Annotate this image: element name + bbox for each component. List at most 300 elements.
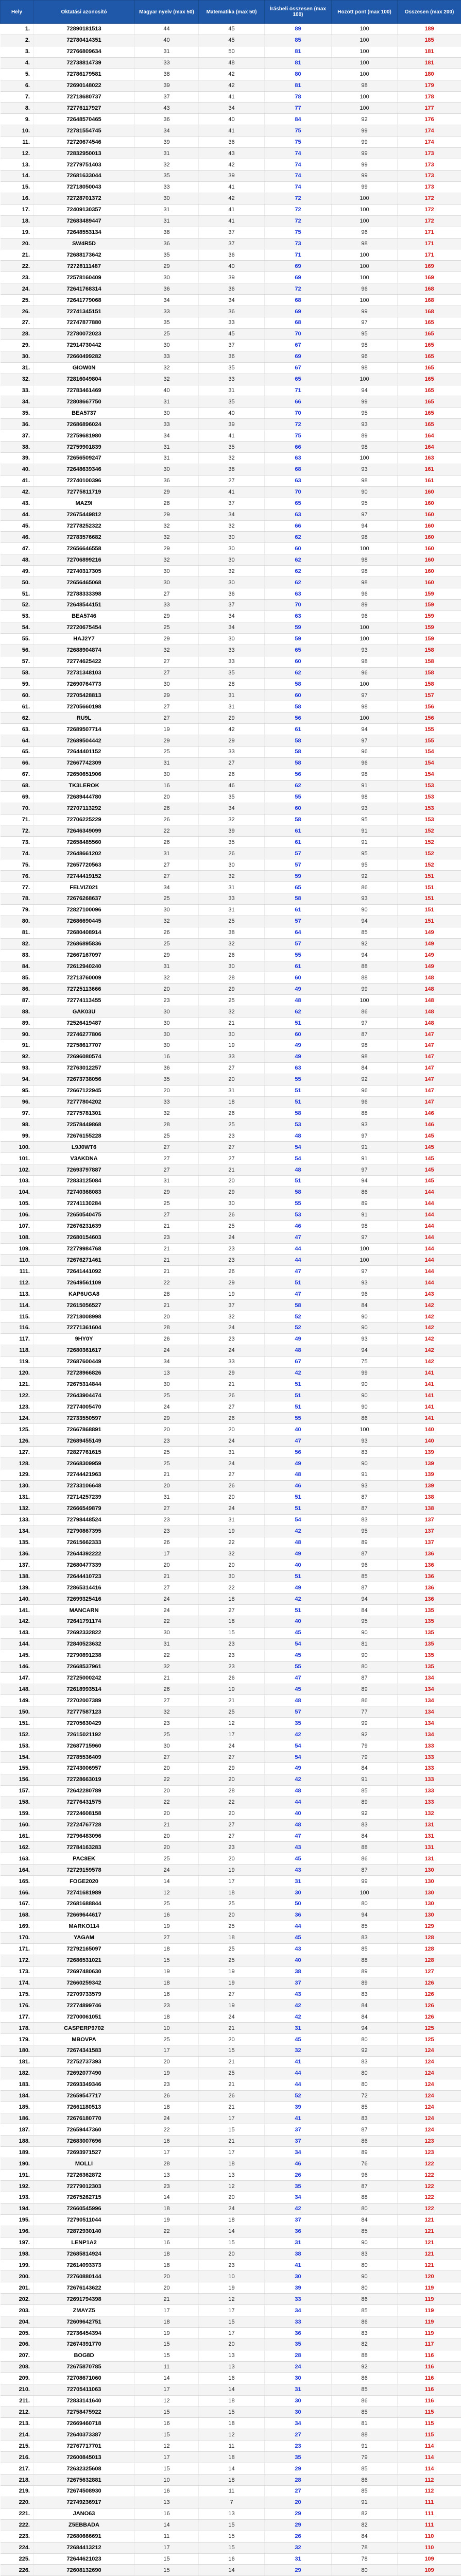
table-row: [1, 1808, 461, 1819]
written-total-cell: 77: [265, 103, 332, 114]
table-row: [1, 757, 461, 769]
carried-points-cell: 88: [332, 2429, 398, 2441]
table-row: [1, 2531, 461, 2542]
table-row: [1, 1616, 461, 1627]
rank-cell: 46.: [1, 532, 33, 543]
total-cell: 116: [398, 2372, 461, 2384]
table-row: [1, 396, 461, 408]
table-row: [1, 1492, 461, 1503]
rank-cell: 196.: [1, 2226, 33, 2237]
math-cell: 21: [199, 2136, 265, 2147]
id-cell: 72743006957: [33, 1762, 135, 1774]
math-cell: 29: [199, 1277, 265, 1289]
table-row: [1, 1333, 461, 1345]
written-total-cell: 43: [265, 1943, 332, 1955]
total-cell: 173: [398, 181, 461, 193]
carried-points-cell: 86: [332, 2475, 398, 2486]
hungarian-cell: 10: [135, 2023, 199, 2034]
hungarian-cell: 39: [135, 80, 199, 91]
carried-points-cell: 98: [332, 769, 398, 780]
id-cell: 72660499282: [33, 351, 135, 362]
written-total-cell: 74: [265, 170, 332, 181]
total-cell: 151: [398, 916, 461, 927]
hungarian-cell: 24: [135, 1605, 199, 1616]
written-total-cell: 58: [265, 1187, 332, 1198]
total-cell: 110: [398, 2542, 461, 2553]
hungarian-cell: 26: [135, 1537, 199, 1548]
carried-points-cell: 96: [332, 667, 398, 679]
hungarian-cell: 18: [135, 1977, 199, 1989]
id-cell: 72690148022: [33, 80, 135, 91]
total-cell: 130: [398, 1899, 461, 1910]
id-cell: 72659447360: [33, 2124, 135, 2136]
table-row: [1, 2113, 461, 2124]
total-cell: 156: [398, 713, 461, 724]
hungarian-cell: 30: [135, 577, 199, 588]
table-row: [1, 566, 461, 577]
total-cell: 139: [398, 1480, 461, 1492]
carried-points-cell: 78: [332, 2542, 398, 2553]
carried-points-cell: 83: [332, 2113, 398, 2124]
written-total-cell: 42: [265, 1367, 332, 1379]
carried-points-cell: 79: [332, 1740, 398, 1752]
total-cell: 124: [398, 2090, 461, 2102]
math-cell: 18: [199, 1932, 265, 1943]
total-cell: 178: [398, 91, 461, 103]
rank-cell: 36.: [1, 419, 33, 430]
total-cell: 135: [398, 1627, 461, 1638]
total-cell: 147: [398, 1096, 461, 1108]
hungarian-cell: 29: [135, 735, 199, 747]
total-cell: 119: [398, 2328, 461, 2339]
written-total-cell: 27: [265, 2429, 332, 2441]
carried-points-cell: 90: [332, 1627, 398, 1638]
written-total-cell: 80: [265, 69, 332, 80]
math-cell: 36: [199, 249, 265, 261]
rank-cell: 33.: [1, 385, 33, 396]
carried-points-cell: 94: [332, 950, 398, 961]
hungarian-cell: 30: [135, 904, 199, 916]
written-total-cell: 72: [265, 193, 332, 204]
table-row: [1, 453, 461, 464]
total-cell: 143: [398, 1289, 461, 1300]
rank-cell: 121.: [1, 1379, 33, 1390]
table-row: [1, 1198, 461, 1209]
rank-cell: 41.: [1, 475, 33, 486]
carried-points-cell: 90: [332, 1390, 398, 1401]
written-total-cell: 68: [265, 464, 332, 475]
written-total-cell: 66: [265, 442, 332, 453]
table-row: [1, 430, 461, 442]
rank-cell: 165.: [1, 1876, 33, 1887]
table-row: [1, 509, 461, 520]
rank-cell: 199.: [1, 2260, 33, 2271]
hungarian-cell: 32: [135, 916, 199, 927]
table-row: [1, 791, 461, 803]
id-cell: 72641791174: [33, 1616, 135, 1627]
rank-cell: 151.: [1, 1718, 33, 1729]
math-cell: 25: [199, 2067, 265, 2079]
id-cell: 72788333398: [33, 588, 135, 600]
id-cell: 72728111487: [33, 261, 135, 272]
carried-points-cell: 91: [332, 837, 398, 848]
hungarian-cell: 22: [135, 825, 199, 837]
written-total-cell: 54: [265, 1752, 332, 1763]
total-cell: 177: [398, 103, 461, 114]
hungarian-cell: 27: [135, 1752, 199, 1763]
written-total-cell: 30: [265, 1887, 332, 1899]
carried-points-cell: 93: [332, 1277, 398, 1289]
hungarian-cell: 12: [135, 2395, 199, 2406]
rank-cell: 9.: [1, 114, 33, 125]
carried-points-cell: 93: [332, 1333, 398, 1345]
id-cell: 72708671060: [33, 2372, 135, 2384]
math-cell: 29: [199, 984, 265, 995]
hungarian-cell: 25: [135, 1390, 199, 1401]
id-cell: 72705660198: [33, 701, 135, 713]
math-cell: 32: [199, 814, 265, 825]
math-cell: 24: [199, 1458, 265, 1469]
hungarian-cell: 14: [135, 2192, 199, 2204]
id-cell: 72668537961: [33, 1661, 135, 1672]
total-cell: 133: [398, 1740, 461, 1752]
id-cell: 72696080574: [33, 1051, 135, 1062]
header-written-total: Írásbeli összesen (max 100): [265, 1, 332, 24]
id-cell: 72798448524: [33, 1514, 135, 1526]
hungarian-cell: 23: [135, 1232, 199, 1243]
table-row: [1, 1831, 461, 1842]
id-cell: 72612940240: [33, 961, 135, 972]
math-cell: 34: [199, 295, 265, 306]
rank-cell: 178.: [1, 2023, 33, 2034]
rank-cell: 124.: [1, 1413, 33, 1424]
written-total-cell: 62: [265, 1006, 332, 1018]
carried-points-cell: 97: [332, 509, 398, 520]
math-cell: 41: [199, 125, 265, 137]
rank-cell: 221.: [1, 2508, 33, 2519]
id-cell: 72759681980: [33, 430, 135, 442]
id-cell: 72673738056: [33, 1074, 135, 1085]
carried-points-cell: 97: [332, 1232, 398, 1243]
written-total-cell: 32: [265, 2045, 332, 2057]
total-cell: 153: [398, 814, 461, 825]
id-cell: 72680477339: [33, 1560, 135, 1571]
written-total-cell: 60: [265, 972, 332, 984]
total-cell: 140: [398, 1424, 461, 1435]
table-row: [1, 713, 461, 724]
rank-cell: 161.: [1, 1831, 33, 1842]
id-cell: 72648570465: [33, 114, 135, 125]
hungarian-cell: 20: [135, 2271, 199, 2282]
math-cell: 13: [199, 2170, 265, 2181]
table-row: [1, 769, 461, 780]
math-cell: 19: [199, 1526, 265, 1537]
carried-points-cell: 89: [332, 1684, 398, 1695]
rank-cell: 49.: [1, 566, 33, 577]
table-row: [1, 2338, 461, 2350]
written-total-cell: 62: [265, 554, 332, 566]
table-row: [1, 938, 461, 950]
hungarian-cell: 26: [135, 837, 199, 848]
math-cell: 20: [199, 1853, 265, 1865]
rank-cell: 4.: [1, 57, 33, 69]
total-cell: 124: [398, 2113, 461, 2124]
math-cell: 35: [199, 442, 265, 453]
math-cell: 42: [199, 724, 265, 735]
table-row: [1, 1514, 461, 1526]
hungarian-cell: 23: [135, 995, 199, 1006]
table-row: [1, 2384, 461, 2395]
total-cell: 159: [398, 633, 461, 645]
written-total-cell: 36: [265, 1909, 332, 1921]
math-cell: 26: [199, 1413, 265, 1424]
math-cell: 17: [199, 1729, 265, 1740]
math-cell: 23: [199, 1842, 265, 1853]
table-row: [1, 2395, 461, 2406]
carried-points-cell: 91: [332, 1774, 398, 1785]
total-cell: 134: [398, 1672, 461, 1684]
carried-points-cell: 90: [332, 904, 398, 916]
math-cell: 42: [199, 159, 265, 171]
id-cell: 72648661202: [33, 848, 135, 859]
carried-points-cell: 85: [332, 2384, 398, 2395]
id-cell: 72827100096: [33, 904, 135, 916]
total-cell: 129: [398, 1921, 461, 1932]
math-cell: 27: [199, 1752, 265, 1763]
total-cell: 116: [398, 2361, 461, 2372]
carried-points-cell: 78: [332, 2553, 398, 2565]
carried-points-cell: 87: [332, 1865, 398, 1876]
id-cell: 72709733579: [33, 1989, 135, 2000]
id-cell: 72648544151: [33, 600, 135, 611]
hungarian-cell: 23: [135, 1435, 199, 1447]
carried-points-cell: 100: [332, 91, 398, 103]
rank-cell: 111.: [1, 1266, 33, 1277]
table-row: [1, 747, 461, 758]
math-cell: 41: [199, 204, 265, 215]
rank-cell: 80.: [1, 916, 33, 927]
id-cell: 72632325608: [33, 2463, 135, 2475]
math-cell: 33: [199, 1356, 265, 1367]
rank-cell: 174.: [1, 1977, 33, 1989]
table-row: [1, 656, 461, 667]
hungarian-cell: 35: [135, 170, 199, 181]
id-cell: 72777587123: [33, 1706, 135, 1718]
rank-cell: 191.: [1, 2170, 33, 2181]
carried-points-cell: 83: [332, 2248, 398, 2260]
hungarian-cell: 25: [135, 1458, 199, 1469]
carried-points-cell: 100: [332, 249, 398, 261]
id-cell: 72790891238: [33, 1650, 135, 1661]
table-row: [1, 1130, 461, 1142]
math-cell: 34: [199, 611, 265, 622]
carried-points-cell: 89: [332, 1537, 398, 1548]
hungarian-cell: 20: [135, 1480, 199, 1492]
id-cell: 72738814739: [33, 57, 135, 69]
table-row: [1, 1865, 461, 1876]
written-total-cell: 47: [265, 1289, 332, 1300]
hungarian-cell: 16: [135, 780, 199, 791]
id-cell: 72790511044: [33, 2214, 135, 2226]
carried-points-cell: 87: [332, 1492, 398, 1503]
rank-cell: 5.: [1, 69, 33, 80]
hungarian-cell: 16: [135, 1051, 199, 1062]
hungarian-cell: 26: [135, 927, 199, 938]
hungarian-cell: 25: [135, 2034, 199, 2045]
rank-cell: 218.: [1, 2475, 33, 2486]
id-cell: 72702007389: [33, 1695, 135, 1706]
total-cell: 110: [398, 2531, 461, 2542]
written-total-cell: 67: [265, 362, 332, 374]
id-cell: 72526419487: [33, 1018, 135, 1029]
written-total-cell: 28: [265, 2350, 332, 2361]
total-cell: 114: [398, 2463, 461, 2475]
table-row: [1, 1051, 461, 1062]
id-cell: SW4R5D: [33, 238, 135, 249]
id-cell: 72650651906: [33, 769, 135, 780]
written-total-cell: 58: [265, 814, 332, 825]
hungarian-cell: 30: [135, 340, 199, 351]
rank-cell: 130.: [1, 1480, 33, 1492]
carried-points-cell: 85: [332, 1943, 398, 1955]
total-cell: 145: [398, 1153, 461, 1164]
table-row: [1, 170, 461, 181]
table-row: [1, 238, 461, 249]
math-cell: 20: [199, 1909, 265, 1921]
rank-cell: 73.: [1, 837, 33, 848]
written-total-cell: 48: [265, 1130, 332, 1142]
math-cell: 39: [199, 825, 265, 837]
rank-cell: 188.: [1, 2136, 33, 2147]
id-cell: 72683489447: [33, 215, 135, 227]
rank-cell: 118.: [1, 1345, 33, 1356]
hungarian-cell: 27: [135, 1503, 199, 1514]
id-cell: 72774899746: [33, 2000, 135, 2011]
carried-points-cell: 88: [332, 1955, 398, 1966]
carried-points-cell: 79: [332, 1752, 398, 1763]
table-row: [1, 577, 461, 588]
rank-cell: 98.: [1, 1119, 33, 1130]
math-cell: 29: [199, 1187, 265, 1198]
carried-points-cell: 85: [332, 2406, 398, 2418]
rank-cell: 160.: [1, 1819, 33, 1831]
hungarian-cell: 30: [135, 1379, 199, 1390]
rank-cell: 159.: [1, 1808, 33, 1819]
rank-cell: 194.: [1, 2203, 33, 2214]
rank-cell: 84.: [1, 961, 33, 972]
written-total-cell: 60: [265, 690, 332, 701]
table-body: [1, 24, 461, 2576]
id-cell: 72680361617: [33, 1345, 135, 1356]
total-cell: 152: [398, 848, 461, 859]
id-cell: 72683007696: [33, 2136, 135, 2147]
total-cell: 154: [398, 747, 461, 758]
written-total-cell: 38: [265, 2248, 332, 2260]
id-cell: 72409130357: [33, 204, 135, 215]
carried-points-cell: 76: [332, 2158, 398, 2170]
id-cell: 72692077490: [33, 2067, 135, 2079]
carried-points-cell: 89: [332, 1198, 398, 1209]
rank-cell: 55.: [1, 633, 33, 645]
table-row: [1, 554, 461, 566]
rank-cell: 202.: [1, 2294, 33, 2305]
total-cell: 126: [398, 2011, 461, 2023]
hungarian-cell: 33: [135, 351, 199, 362]
hungarian-cell: 27: [135, 1142, 199, 1153]
written-total-cell: 81: [265, 57, 332, 69]
carried-points-cell: 80: [332, 2034, 398, 2045]
written-total-cell: 29: [265, 2565, 332, 2576]
written-total-cell: 44: [265, 1243, 332, 1255]
carried-points-cell: 87: [332, 1029, 398, 1040]
id-cell: 72641441092: [33, 1266, 135, 1277]
carried-points-cell: 98: [332, 80, 398, 91]
rank-cell: 29.: [1, 340, 33, 351]
total-cell: 131: [398, 1853, 461, 1865]
table-row: [1, 362, 461, 374]
written-total-cell: 51: [265, 1379, 332, 1390]
math-cell: 40: [199, 261, 265, 272]
written-total-cell: 45: [265, 1684, 332, 1695]
math-cell: 45: [199, 328, 265, 340]
written-total-cell: 35: [265, 2338, 332, 2350]
carried-points-cell: 86: [332, 1853, 398, 1865]
hungarian-cell: 11: [135, 2361, 199, 2372]
carried-points-cell: 91: [332, 2441, 398, 2452]
written-total-cell: 69: [265, 306, 332, 317]
hungarian-cell: 23: [135, 1526, 199, 1537]
table-row: [1, 1740, 461, 1752]
carried-points-cell: 85: [332, 2226, 398, 2237]
hungarian-cell: 23: [135, 2079, 199, 2090]
math-cell: 23: [199, 2260, 265, 2271]
hungarian-cell: 21: [135, 1255, 199, 1266]
written-total-cell: 46: [265, 1480, 332, 1492]
rank-cell: 42.: [1, 486, 33, 498]
rank-cell: 170.: [1, 1932, 33, 1943]
table-row: [1, 520, 461, 532]
written-total-cell: 37: [265, 1977, 332, 1989]
id-cell: 72686895836: [33, 938, 135, 950]
carried-points-cell: 90: [332, 1458, 398, 1469]
id-cell: BEA5737: [33, 408, 135, 419]
written-total-cell: 49: [265, 1051, 332, 1062]
carried-points-cell: 99: [332, 125, 398, 137]
carried-points-cell: 87: [332, 2124, 398, 2136]
total-cell: 163: [398, 453, 461, 464]
table-row: [1, 1435, 461, 1447]
rank-cell: 156.: [1, 1774, 33, 1785]
rank-cell: 125.: [1, 1424, 33, 1435]
rank-cell: 22.: [1, 261, 33, 272]
hungarian-cell: 20: [135, 1424, 199, 1435]
total-cell: 147: [398, 1074, 461, 1085]
written-total-cell: 30: [265, 2406, 332, 2418]
carried-points-cell: 100: [332, 35, 398, 46]
rank-cell: 114.: [1, 1300, 33, 1311]
id-cell: 72771361604: [33, 1323, 135, 1334]
table-row: [1, 1661, 461, 1672]
rank-cell: 226.: [1, 2565, 33, 2576]
total-cell: 153: [398, 780, 461, 791]
rank-cell: 14.: [1, 170, 33, 181]
math-cell: 14: [199, 2463, 265, 2475]
rank-cell: 37.: [1, 430, 33, 442]
total-cell: 155: [398, 735, 461, 747]
table-row: [1, 2328, 461, 2339]
id-cell: 72681633044: [33, 170, 135, 181]
id-cell: MAZ9I: [33, 498, 135, 509]
